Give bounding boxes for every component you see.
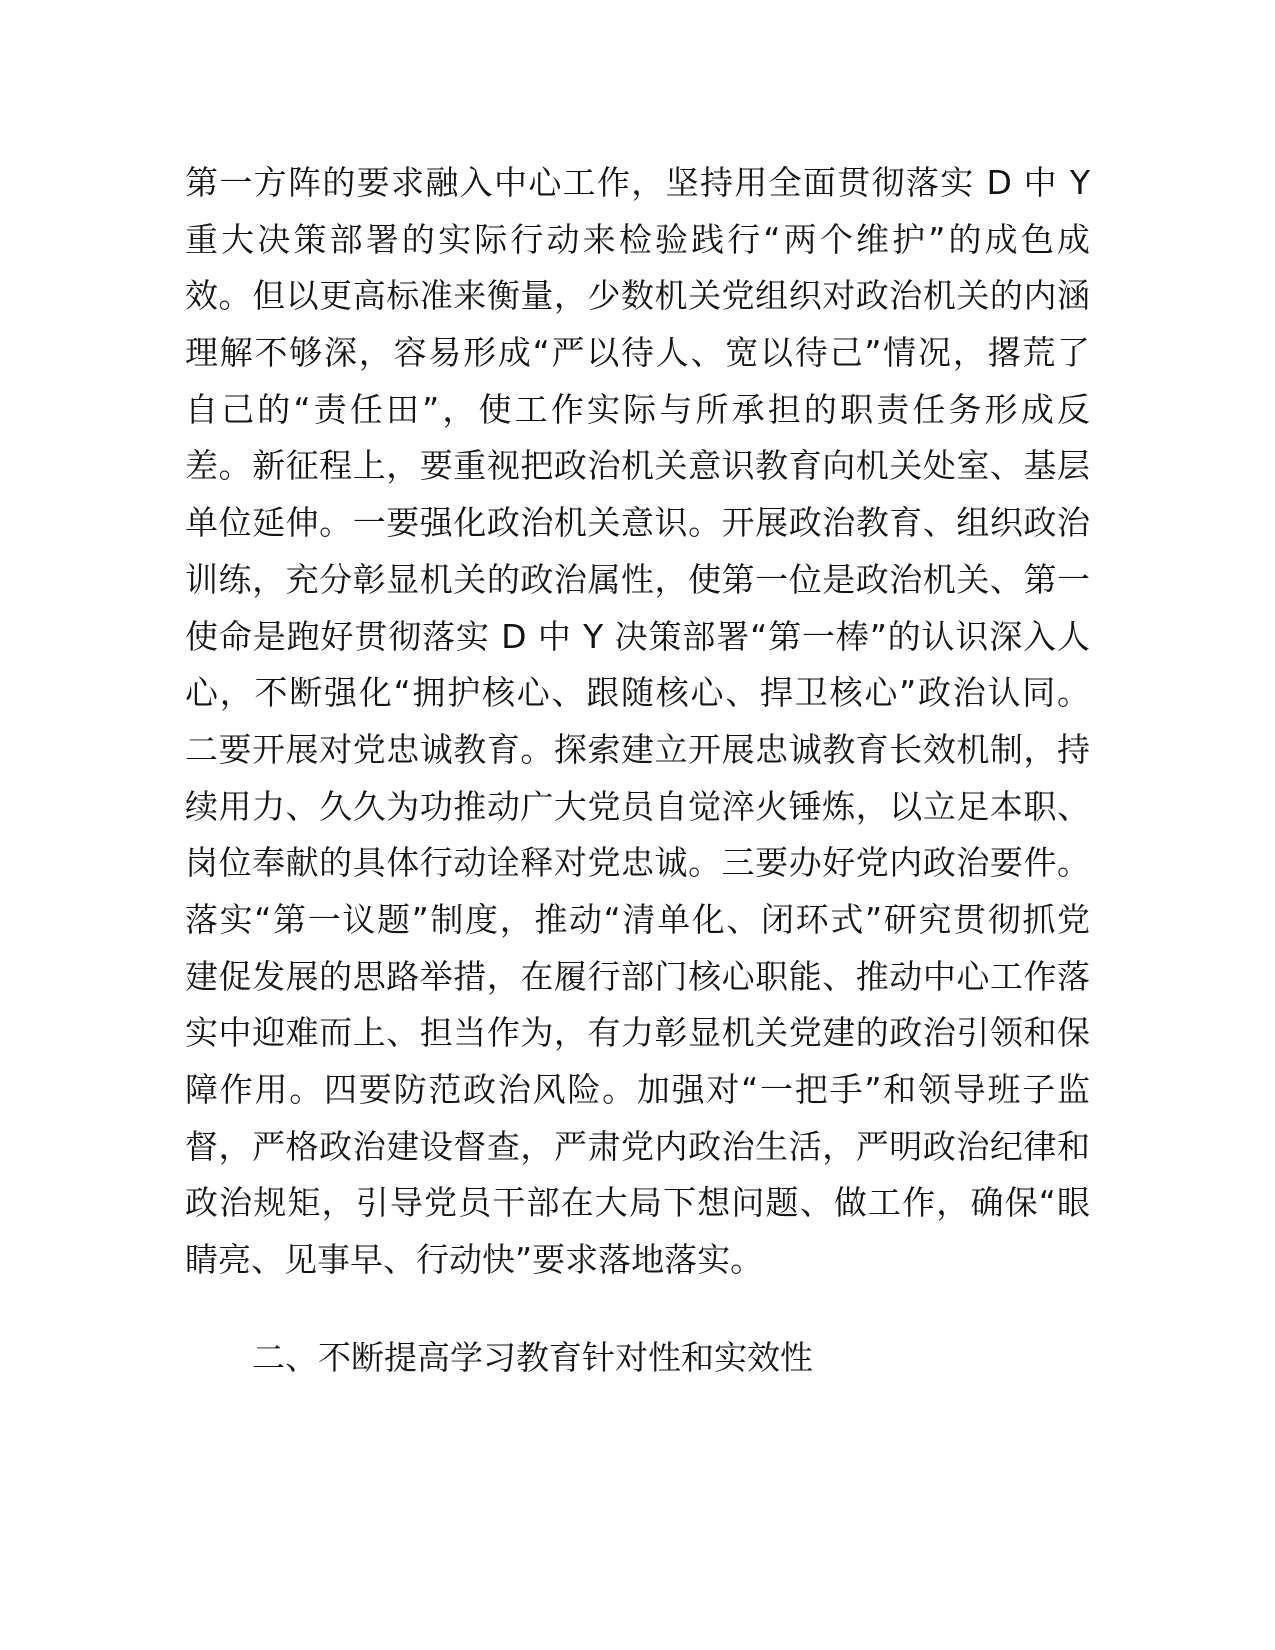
paragraph-line: 睛亮、见事早、行动快”要求落地落实。 (185, 1240, 764, 1280)
paragraph-line: 建促发展的思路举措，在履行部门核心职能、推动中心工作落 (185, 956, 1090, 996)
paragraph-line: 自己的“责任田”，使工作实际与所承担的职责任务形成反 (185, 389, 1090, 429)
paragraph-line: 重大决策部署的实际行动来检验践行“两个维护”的成色成 (185, 219, 1090, 259)
paragraph-line: 实中迎难而上、担当作为，有力彰显机关党建的政治引领和保 (185, 1013, 1090, 1053)
paragraph-line: 落实“第一议题”制度，推动“清单化、闭环式”研究贯彻抓党 (185, 899, 1090, 939)
paragraph-line: 训练，充分彰显机关的政治属性，使第一位是政治机关、第一 (185, 559, 1090, 599)
paragraph-line: 续用力、久久为功推动广大党员自觉淬火锤炼，以立足本职、 (185, 786, 1090, 826)
paragraph-line: 障作用。四要防范政治风险。加强对“一把手”和领导班子监 (185, 1070, 1090, 1109)
body-paragraph (185, 155, 1090, 1289)
paragraph-line: 政治规矩，引导党员干部在大局下想问题、做工作，确保“眼 (185, 1183, 1090, 1223)
paragraph-line: 心，不断强化“拥护核心、跟随核心、捍卫核心”政治认同。 (185, 673, 1090, 713)
paragraph-line: 差。新征程上，要重视把政治机关意识教育向机关处室、基层 (185, 446, 1090, 486)
paragraph-line: 效。但以更高标准来衡量，少数机关党组织对政治机关的内涵 (185, 276, 1090, 316)
paragraph-line: 理解不够深，容易形成“严以待人、宽以待己”情况，撂荒了 (185, 333, 1090, 373)
paragraph-line: 岗位奉献的具体行动诠释对党忠诚。三要办好党内政治要件。 (185, 843, 1090, 883)
paragraph-line: 单位延伸。一要强化政治机关意识。开展政治教育、组织政治 (185, 503, 1090, 543)
paragraph-line: 督，严格政治建设督查，严肃党内政治生活，严明政治纪律和 (185, 1126, 1090, 1166)
paragraph-line: 二要开展对党忠诚教育。探索建立开展忠诚教育长效机制，持 (185, 729, 1090, 769)
paragraph-line: 使命是跑好贯彻落实 D 中 Y 决策部署“第一棒”的认识深入人 (185, 616, 1090, 656)
paragraph-line: 第一方阵的要求融入中心工作，坚持用全面贯彻落实 D 中 Y (185, 163, 1090, 202)
section-heading: 二、不断提高学习教育针对性和实效性 (252, 1338, 813, 1377)
